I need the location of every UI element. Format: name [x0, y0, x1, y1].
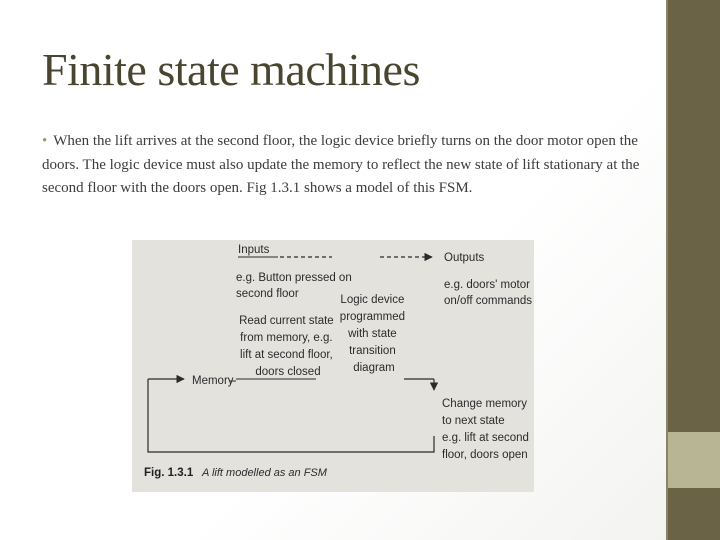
- feedback-loop-line: [148, 379, 434, 452]
- memory-label: Memory: [192, 375, 234, 387]
- bullet-marker: •: [42, 133, 48, 149]
- bullet-text: When the lift arrives at the second floor, the logic device briefly turns on the door motor open the doors. The logic device must also update the memory to reflect the new state of lift stationary at the second floor with the doors open. Fig 1.3.1 shows a model of this FSM.: [42, 133, 640, 196]
- figure-caption-text: A lift modelled as an FSM: [202, 467, 327, 479]
- slide-title: Finite state machines: [42, 44, 420, 95]
- fsm-figure: [132, 240, 534, 492]
- outputs-label: Outputs: [444, 252, 485, 264]
- sidebar-band-bottom: [666, 488, 720, 540]
- change-memory-label: Change memory to next state e.g. lift at second floor, doors open: [442, 398, 529, 461]
- inputs-label: Inputs: [238, 244, 270, 256]
- bullet-paragraph: [42, 130, 642, 201]
- read-state-label: Read current state from memory, e.g. lift at second floor, doors closed: [239, 315, 334, 378]
- outputs-example: e.g. doors' motor on/off commands: [444, 279, 533, 307]
- sidebar-band-top: [666, 0, 720, 432]
- sidebar-divider: [666, 0, 668, 540]
- sidebar-band-accent: [666, 432, 720, 488]
- logic-device-label: Logic device programmed with state transition diagram: [339, 294, 405, 374]
- fsm-diagram: [132, 240, 534, 492]
- figure-caption-number: Fig. 1.3.1: [144, 467, 194, 479]
- inputs-example: e.g. Button pressed on second floor: [236, 272, 352, 300]
